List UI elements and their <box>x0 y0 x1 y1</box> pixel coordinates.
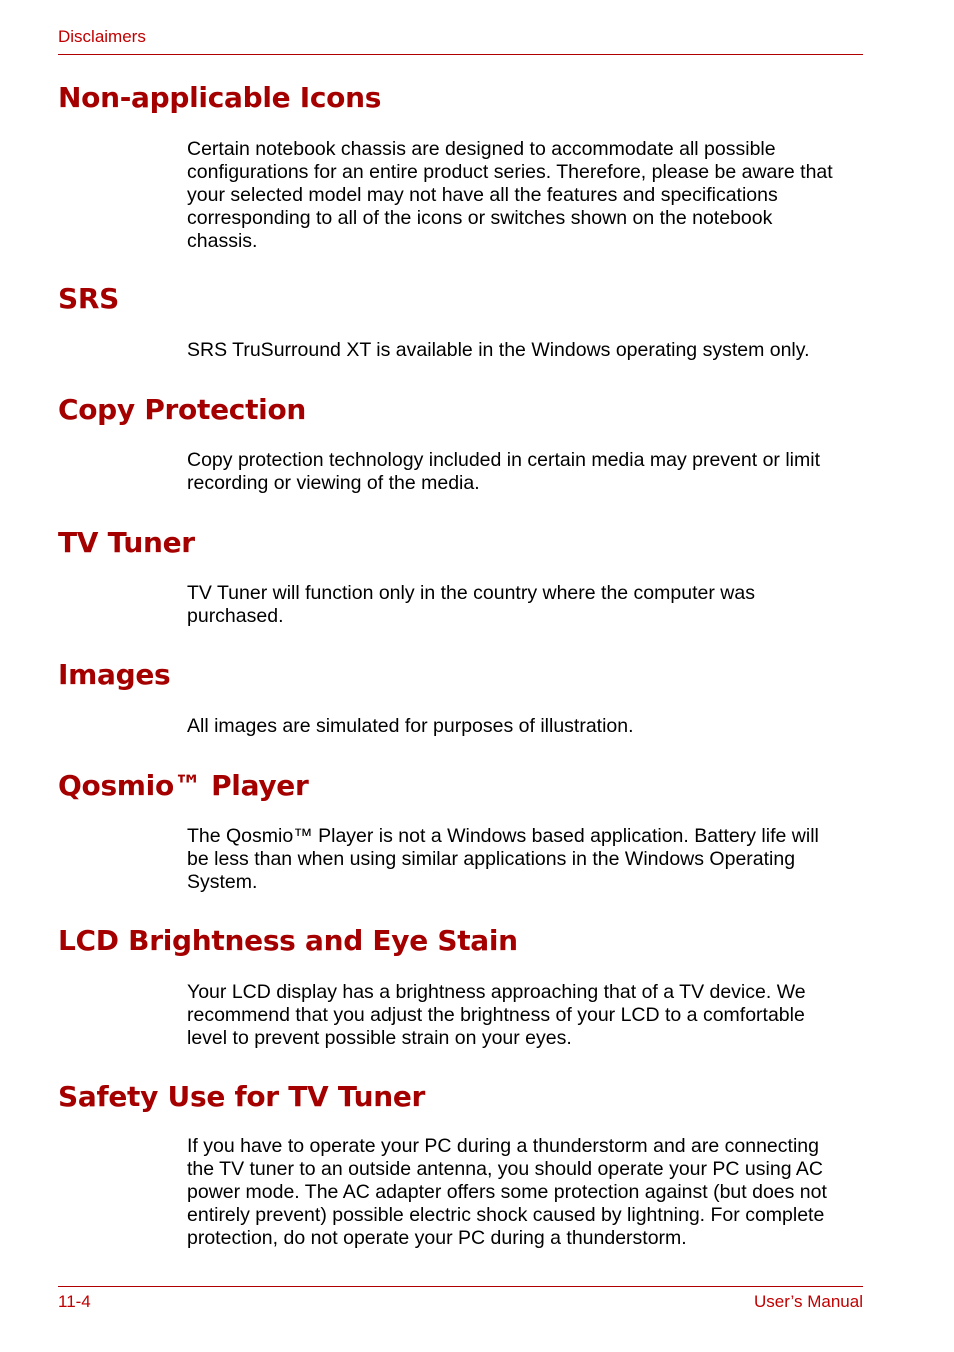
body-line: TV Tuner will function only in the country where the computer was <box>187 582 755 604</box>
section-body <box>187 138 867 253</box>
page-number: 11-4 <box>58 1292 91 1311</box>
section-heading: Qosmio™ Player <box>58 769 309 802</box>
body-line: purchased. <box>187 605 284 627</box>
body-line: level to prevent possible strain on your eyes. <box>187 1027 572 1049</box>
section-body <box>187 715 867 738</box>
body-line: be less than when using similar applications in the Windows Operating <box>187 848 796 870</box>
body-line: power mode. The AC adapter offers some protection against (but does not <box>187 1181 827 1203</box>
body-line: recommend that you adjust the brightness of your LCD to a comfortable <box>187 1004 805 1026</box>
body-line: The Qosmio™ Player is not a Windows based application. Battery life will <box>187 825 819 847</box>
section-body <box>187 449 867 495</box>
body-line: All images are simulated for purposes of illustration. <box>187 715 634 737</box>
section-body <box>187 825 867 894</box>
section-body <box>187 582 867 628</box>
section-heading: Safety Use for TV Tuner <box>58 1080 426 1113</box>
section-heading: LCD Brightness and Eye Stain <box>58 924 518 957</box>
body-line: recording or viewing of the media. <box>187 472 480 494</box>
manual-title: User’s Manual <box>754 1292 863 1311</box>
body-line: System. <box>187 871 258 893</box>
section-body <box>187 339 867 362</box>
body-line: corresponding to all of the icons or switches shown on the notebook <box>187 207 773 229</box>
body-line: Copy protection technology included in certain media may prevent or limit <box>187 449 820 471</box>
section-heading: Non-applicable Icons <box>58 81 382 114</box>
body-line: chassis. <box>187 230 258 252</box>
body-line: configurations for an entire product series. Therefore, please be aware that <box>187 161 833 183</box>
header-rule <box>58 54 863 55</box>
running-header: Disclaimers <box>58 27 146 46</box>
body-line: Certain notebook chassis are designed to accommodate all possible <box>187 138 776 160</box>
footer-rule <box>58 1286 863 1287</box>
section-heading: TV Tuner <box>58 526 195 559</box>
body-line: SRS TruSurround XT is available in the Windows operating system only. <box>187 339 810 361</box>
body-line: protection, do not operate your PC during a thunderstorm. <box>187 1227 687 1249</box>
body-line: your selected model may not have all the features and specifications <box>187 184 778 206</box>
body-line: Your LCD display has a brightness approaching that of a TV device. We <box>187 981 806 1003</box>
section-heading: SRS <box>58 282 119 315</box>
section-body <box>187 1135 867 1250</box>
body-line: entirely prevent) possible electric shock caused by lightning. For complete <box>187 1204 825 1226</box>
body-line: If you have to operate your PC during a thunderstorm and are connecting <box>187 1135 819 1157</box>
section-heading: Images <box>58 658 171 691</box>
body-line: the TV tuner to an outside antenna, you should operate your PC using AC <box>187 1158 823 1180</box>
section-body <box>187 981 867 1050</box>
section-heading: Copy Protection <box>58 393 307 426</box>
